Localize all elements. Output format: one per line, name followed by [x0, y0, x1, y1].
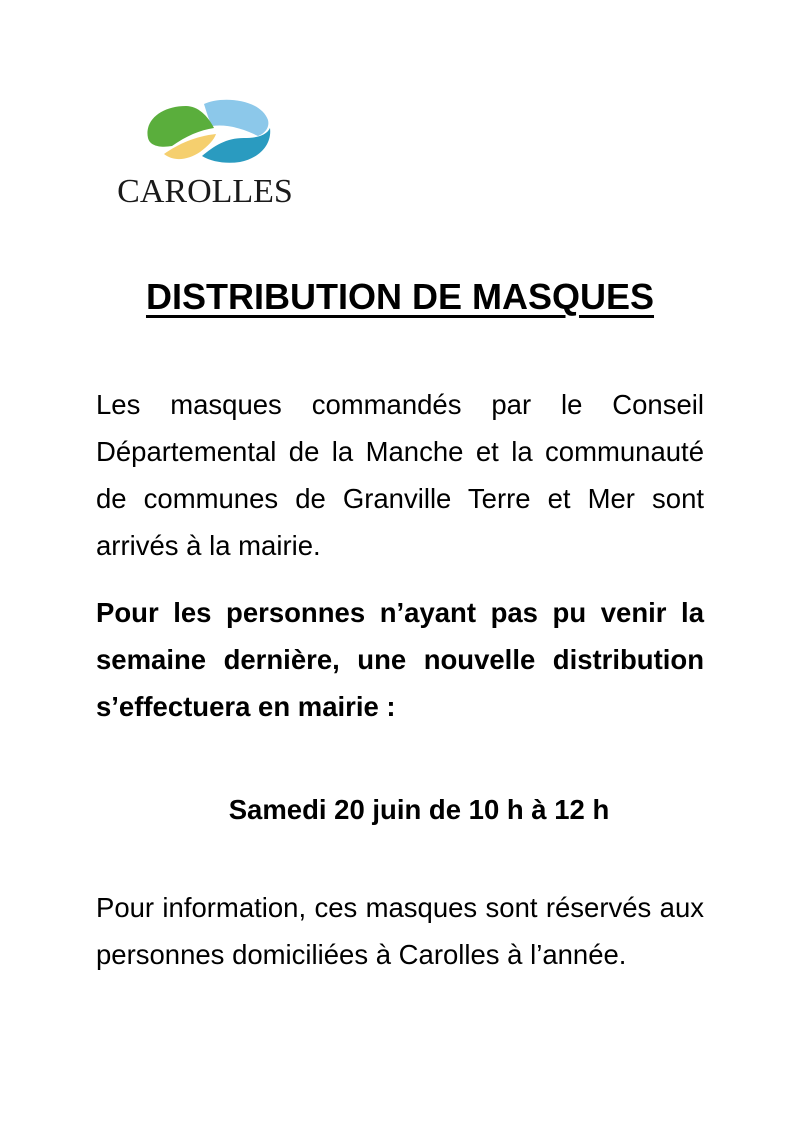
- logo-wordmark: CAROLLES: [117, 173, 293, 210]
- distribution-date: Samedi 20 juin de 10 h à 12 h: [228, 794, 610, 825]
- intro-paragraph: Les masques commandés par le Conseil Départemental de la Manche et la communauté de communes de Granville Terre et Mer sont arrivés à la mairie.: [96, 389, 704, 561]
- page-title: DISTRIBUTION DE MASQUES: [145, 276, 655, 317]
- carolles-logo: [112, 98, 298, 214]
- eligibility-paragraph: Pour information, ces masques sont réservés aux personnes domiciliées à Carolles à l’année.: [96, 892, 704, 970]
- distribution-notice-paragraph: Pour les personnes n’ayant pas pu venir la semaine dernière, une nouvelle distribution s’effectuera en mairie :: [96, 597, 704, 722]
- carolles-logo-emblem-icon: [142, 98, 272, 168]
